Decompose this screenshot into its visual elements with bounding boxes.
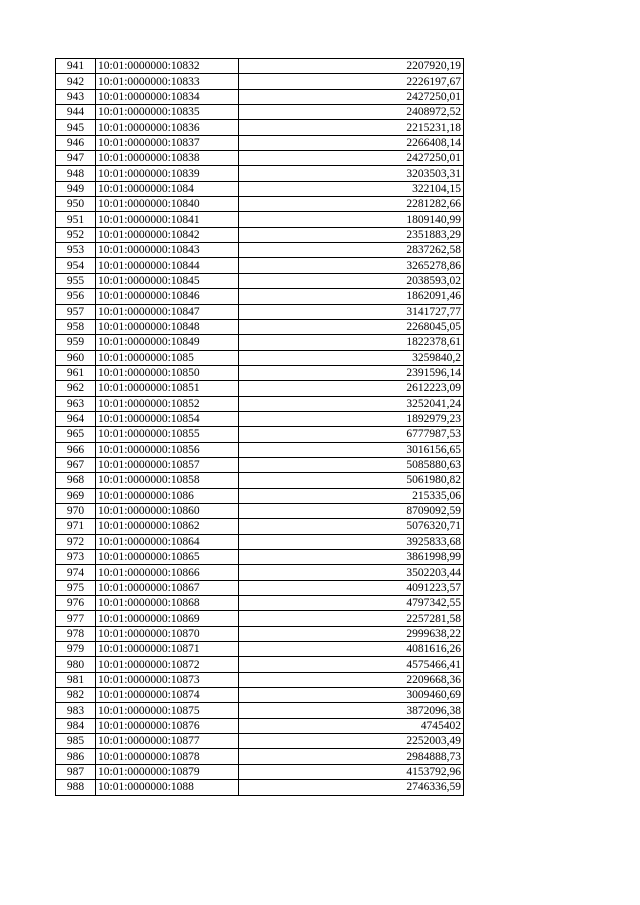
- cadastral-value-cell: 3252041,24: [239, 396, 464, 411]
- table-row: [56, 74, 464, 89]
- row-number-cell: 954: [56, 258, 96, 273]
- cadastral-number-cell: 10:01:0000000:10860: [96, 503, 239, 518]
- table-row: [56, 550, 464, 565]
- row-number-cell: 947: [56, 151, 96, 166]
- table-row: [56, 764, 464, 779]
- cadastral-value-cell: 1809140,99: [239, 212, 464, 227]
- table-row: [56, 335, 464, 350]
- cadastral-number-cell: 10:01:0000000:10876: [96, 718, 239, 733]
- cadastral-value-cell: 3141727,77: [239, 304, 464, 319]
- row-number-cell: 951: [56, 212, 96, 227]
- row-number-cell: 963: [56, 396, 96, 411]
- row-number-cell: 985: [56, 734, 96, 749]
- row-number-cell: 981: [56, 672, 96, 687]
- table-row: [56, 442, 464, 457]
- cadastral-number-cell: 10:01:0000000:10851: [96, 381, 239, 396]
- row-number-cell: 949: [56, 181, 96, 196]
- cadastral-value-cell: 2984888,73: [239, 749, 464, 764]
- table-row: [56, 166, 464, 181]
- row-number-cell: 987: [56, 764, 96, 779]
- row-number-cell: 958: [56, 319, 96, 334]
- cadastral-number-cell: 10:01:0000000:10848: [96, 319, 239, 334]
- cadastral-number-cell: 10:01:0000000:10836: [96, 120, 239, 135]
- table-row: [56, 289, 464, 304]
- table-row: [56, 473, 464, 488]
- cadastral-number-cell: 10:01:0000000:10877: [96, 734, 239, 749]
- cadastral-number-cell: 10:01:0000000:10843: [96, 243, 239, 258]
- table-row: [56, 197, 464, 212]
- table-row: [56, 657, 464, 672]
- table-row: [56, 734, 464, 749]
- cadastral-number-cell: 10:01:0000000:10839: [96, 166, 239, 181]
- cadastral-value-cell: 3872096,38: [239, 703, 464, 718]
- row-number-cell: 971: [56, 519, 96, 534]
- row-number-cell: 961: [56, 365, 96, 380]
- table-row: [56, 350, 464, 365]
- table-row: [56, 427, 464, 442]
- cadastral-number-cell: 10:01:0000000:10844: [96, 258, 239, 273]
- cadastral-value-cell: 322104,15: [239, 181, 464, 196]
- table-row: [56, 626, 464, 641]
- cadastral-value-cell: 3009460,69: [239, 688, 464, 703]
- row-number-cell: 945: [56, 120, 96, 135]
- cadastral-value-cell: 5076320,71: [239, 519, 464, 534]
- cadastral-value-cell: 1822378,61: [239, 335, 464, 350]
- table-row: [56, 780, 464, 795]
- table-row: [56, 718, 464, 733]
- cadastral-number-cell: 10:01:0000000:10845: [96, 273, 239, 288]
- row-number-cell: 979: [56, 642, 96, 657]
- table-row: [56, 519, 464, 534]
- row-number-cell: 956: [56, 289, 96, 304]
- cadastral-number-cell: 10:01:0000000:1084: [96, 181, 239, 196]
- table-row: [56, 749, 464, 764]
- row-number-cell: 967: [56, 457, 96, 472]
- table-row: [56, 565, 464, 580]
- table-row: [56, 59, 464, 74]
- cadastral-number-cell: 10:01:0000000:10856: [96, 442, 239, 457]
- table-row: [56, 365, 464, 380]
- cadastral-number-cell: 10:01:0000000:10869: [96, 611, 239, 626]
- cadastral-value-cell: 2268045,05: [239, 319, 464, 334]
- cadastral-number-cell: 10:01:0000000:10855: [96, 427, 239, 442]
- row-number-cell: 946: [56, 135, 96, 150]
- row-number-cell: 941: [56, 59, 96, 74]
- row-number-cell: 948: [56, 166, 96, 181]
- cadastral-value-cell: 3502203,44: [239, 565, 464, 580]
- cadastral-value-cell: 2252003,49: [239, 734, 464, 749]
- cadastral-number-cell: 10:01:0000000:10871: [96, 642, 239, 657]
- cadastral-value-cell: 2038593,02: [239, 273, 464, 288]
- row-number-cell: 952: [56, 227, 96, 242]
- cadastral-value-cell: 2209668,36: [239, 672, 464, 687]
- cadastral-value-cell: 5085880,63: [239, 457, 464, 472]
- row-number-cell: 955: [56, 273, 96, 288]
- row-number-cell: 980: [56, 657, 96, 672]
- row-number-cell: 962: [56, 381, 96, 396]
- cadastral-number-cell: 10:01:0000000:10849: [96, 335, 239, 350]
- cadastral-number-cell: 10:01:0000000:10850: [96, 365, 239, 380]
- table-row: [56, 212, 464, 227]
- row-number-cell: 959: [56, 335, 96, 350]
- row-number-cell: 986: [56, 749, 96, 764]
- row-number-cell: 964: [56, 411, 96, 426]
- row-number-cell: 978: [56, 626, 96, 641]
- row-number-cell: 968: [56, 473, 96, 488]
- table-row: [56, 227, 464, 242]
- cadastral-value-cell: 3203503,31: [239, 166, 464, 181]
- table-row: [56, 411, 464, 426]
- cadastral-number-cell: 10:01:0000000:10840: [96, 197, 239, 212]
- cadastral-value-cell: 8709092,59: [239, 503, 464, 518]
- cadastral-value-cell: 2408972,52: [239, 105, 464, 120]
- table-row: [56, 503, 464, 518]
- table-row: [56, 304, 464, 319]
- table-row: [56, 580, 464, 595]
- row-number-cell: 942: [56, 74, 96, 89]
- row-number-cell: 957: [56, 304, 96, 319]
- cadastral-value-cell: 4575466,41: [239, 657, 464, 672]
- cadastral-number-cell: 10:01:0000000:10874: [96, 688, 239, 703]
- cadastral-value-cell: 2281282,66: [239, 197, 464, 212]
- row-number-cell: 953: [56, 243, 96, 258]
- cadastral-value-cell: 2391596,14: [239, 365, 464, 380]
- cadastral-number-cell: 10:01:0000000:10862: [96, 519, 239, 534]
- cadastral-number-cell: 10:01:0000000:10832: [96, 59, 239, 74]
- cadastral-value-cell: 4153792,96: [239, 764, 464, 779]
- row-number-cell: 975: [56, 580, 96, 595]
- cadastral-number-cell: 10:01:0000000:10866: [96, 565, 239, 580]
- cadastral-value-cell: 2746336,59: [239, 780, 464, 795]
- cadastral-value-cell: 2612223,09: [239, 381, 464, 396]
- cadastral-value-cell: 1862091,46: [239, 289, 464, 304]
- table-row: [56, 381, 464, 396]
- cadastral-value-cell: 4745402: [239, 718, 464, 733]
- cadastral-value-cell: 2427250,01: [239, 89, 464, 104]
- row-number-cell: 972: [56, 534, 96, 549]
- cadastral-number-cell: 10:01:0000000:10846: [96, 289, 239, 304]
- table-row: [56, 319, 464, 334]
- cadastral-number-cell: 10:01:0000000:1085: [96, 350, 239, 365]
- row-number-cell: 984: [56, 718, 96, 733]
- table-row: [56, 135, 464, 150]
- cadastral-number-cell: 10:01:0000000:10873: [96, 672, 239, 687]
- row-number-cell: 973: [56, 550, 96, 565]
- row-number-cell: 943: [56, 89, 96, 104]
- cadastral-value-table: [55, 58, 464, 796]
- table-body: [56, 59, 464, 796]
- cadastral-number-cell: 10:01:0000000:10870: [96, 626, 239, 641]
- cadastral-number-cell: 10:01:0000000:10872: [96, 657, 239, 672]
- table-row: [56, 596, 464, 611]
- cadastral-number-cell: 10:01:0000000:10854: [96, 411, 239, 426]
- cadastral-value-cell: 1892979,23: [239, 411, 464, 426]
- cadastral-value-cell: 2207920,19: [239, 59, 464, 74]
- table-row: [56, 89, 464, 104]
- cadastral-number-cell: 10:01:0000000:10857: [96, 457, 239, 472]
- cadastral-value-cell: 4081616,26: [239, 642, 464, 657]
- cadastral-value-cell: 2257281,58: [239, 611, 464, 626]
- table-row: [56, 672, 464, 687]
- row-number-cell: 976: [56, 596, 96, 611]
- row-number-cell: 988: [56, 780, 96, 795]
- cadastral-number-cell: 10:01:0000000:10879: [96, 764, 239, 779]
- cadastral-number-cell: 10:01:0000000:10838: [96, 151, 239, 166]
- cadastral-value-cell: 6777987,53: [239, 427, 464, 442]
- row-number-cell: 974: [56, 565, 96, 580]
- cadastral-value-cell: 215335,06: [239, 488, 464, 503]
- cadastral-value-cell: 3016156,65: [239, 442, 464, 457]
- cadastral-number-cell: 10:01:0000000:10878: [96, 749, 239, 764]
- table-row: [56, 258, 464, 273]
- row-number-cell: 970: [56, 503, 96, 518]
- cadastral-number-cell: 10:01:0000000:10864: [96, 534, 239, 549]
- cadastral-value-cell: 3259840,2: [239, 350, 464, 365]
- table-row: [56, 181, 464, 196]
- table-row: [56, 273, 464, 288]
- table-row: [56, 457, 464, 472]
- cadastral-number-cell: 10:01:0000000:10867: [96, 580, 239, 595]
- cadastral-number-cell: 10:01:0000000:10833: [96, 74, 239, 89]
- cadastral-value-cell: 2427250,01: [239, 151, 464, 166]
- cadastral-value-cell: 3265278,86: [239, 258, 464, 273]
- cadastral-number-cell: 10:01:0000000:10868: [96, 596, 239, 611]
- row-number-cell: 965: [56, 427, 96, 442]
- row-number-cell: 960: [56, 350, 96, 365]
- cadastral-number-cell: 10:01:0000000:10841: [96, 212, 239, 227]
- row-number-cell: 983: [56, 703, 96, 718]
- table-row: [56, 488, 464, 503]
- table-row: [56, 534, 464, 549]
- table-row: [56, 396, 464, 411]
- cadastral-number-cell: 10:01:0000000:10852: [96, 396, 239, 411]
- table-row: [56, 611, 464, 626]
- cadastral-value-cell: 4797342,55: [239, 596, 464, 611]
- cadastral-number-cell: 10:01:0000000:1088: [96, 780, 239, 795]
- table-row: [56, 105, 464, 120]
- row-number-cell: 977: [56, 611, 96, 626]
- cadastral-value-cell: 3925833,68: [239, 534, 464, 549]
- row-number-cell: 944: [56, 105, 96, 120]
- cadastral-value-cell: 2215231,18: [239, 120, 464, 135]
- table-row: [56, 120, 464, 135]
- cadastral-value-cell: 4091223,57: [239, 580, 464, 595]
- cadastral-number-cell: 10:01:0000000:1086: [96, 488, 239, 503]
- row-number-cell: 982: [56, 688, 96, 703]
- cadastral-value-cell: 2999638,22: [239, 626, 464, 641]
- cadastral-value-cell: 2226197,67: [239, 74, 464, 89]
- cadastral-number-cell: 10:01:0000000:10835: [96, 105, 239, 120]
- table-row: [56, 642, 464, 657]
- table-row: [56, 688, 464, 703]
- cadastral-value-cell: 2837262,58: [239, 243, 464, 258]
- cadastral-number-cell: 10:01:0000000:10842: [96, 227, 239, 242]
- cadastral-value-cell: 3861998,99: [239, 550, 464, 565]
- cadastral-value-cell: 2351883,29: [239, 227, 464, 242]
- cadastral-value-cell: 2266408,14: [239, 135, 464, 150]
- cadastral-number-cell: 10:01:0000000:10834: [96, 89, 239, 104]
- cadastral-value-cell: 5061980,82: [239, 473, 464, 488]
- row-number-cell: 950: [56, 197, 96, 212]
- row-number-cell: 966: [56, 442, 96, 457]
- row-number-cell: 969: [56, 488, 96, 503]
- table-row: [56, 703, 464, 718]
- cadastral-number-cell: 10:01:0000000:10837: [96, 135, 239, 150]
- cadastral-number-cell: 10:01:0000000:10858: [96, 473, 239, 488]
- cadastral-number-cell: 10:01:0000000:10865: [96, 550, 239, 565]
- table-row: [56, 243, 464, 258]
- table-row: [56, 151, 464, 166]
- cadastral-number-cell: 10:01:0000000:10847: [96, 304, 239, 319]
- cadastral-number-cell: 10:01:0000000:10875: [96, 703, 239, 718]
